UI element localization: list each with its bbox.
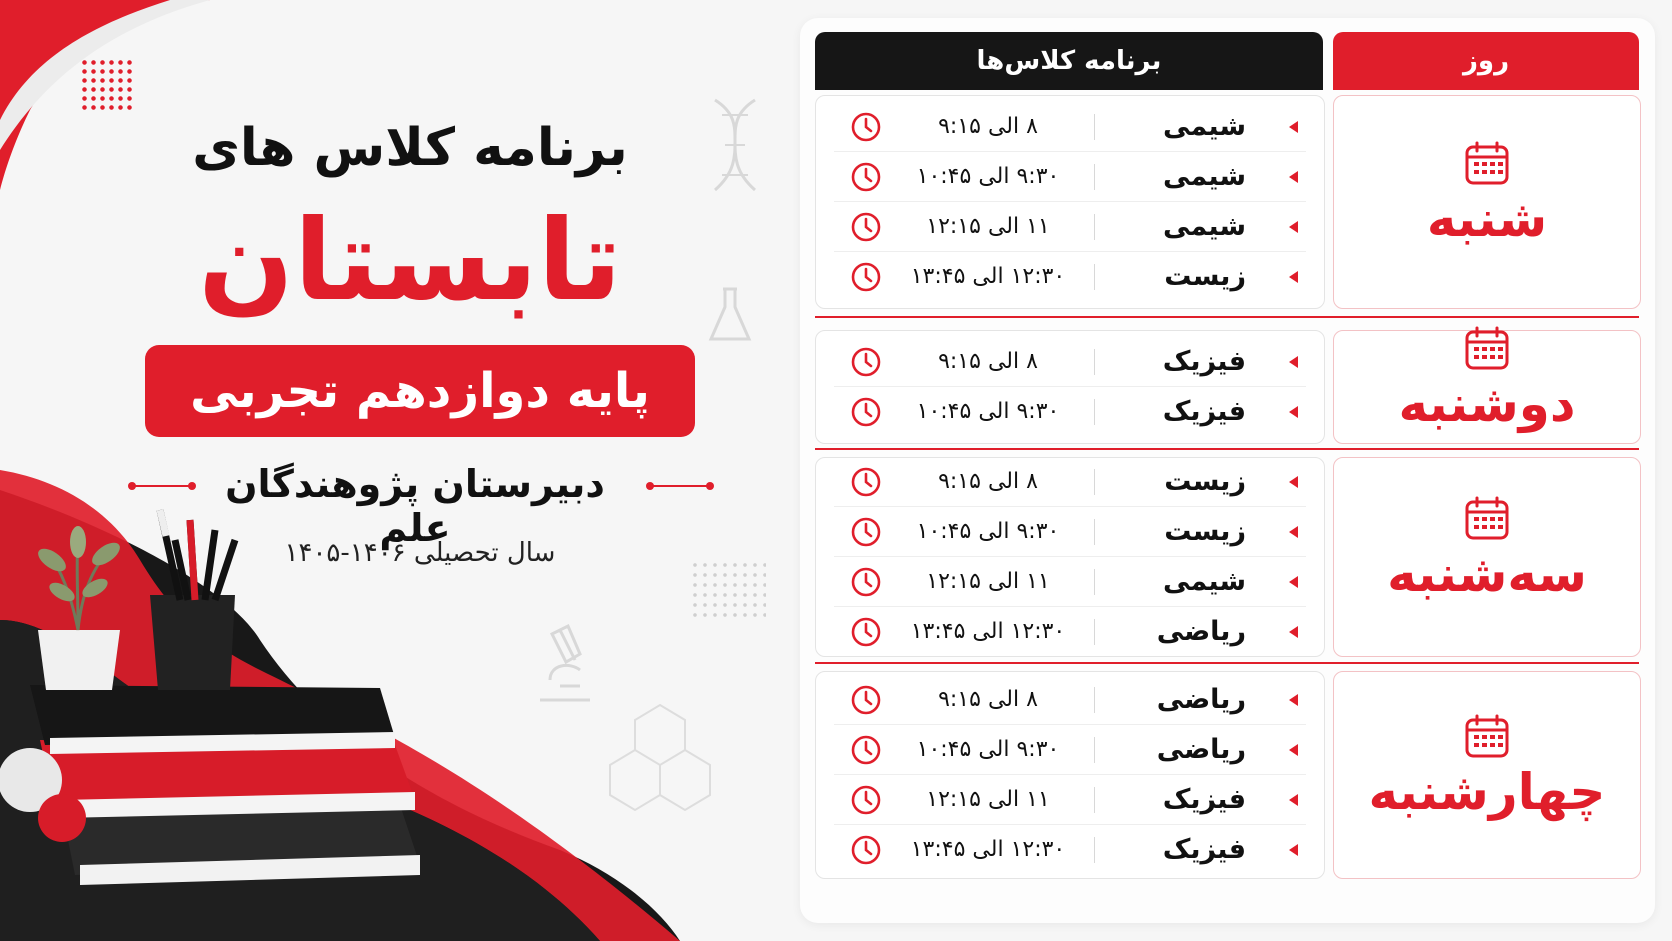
triangle-bullet-icon xyxy=(1289,221,1298,233)
pen-holder xyxy=(150,510,235,690)
lesson-row xyxy=(816,607,1324,657)
day-cell xyxy=(1333,671,1641,879)
day-separator xyxy=(815,662,1639,664)
clock-icon xyxy=(850,566,882,602)
lesson-row xyxy=(816,252,1324,302)
clock-icon xyxy=(850,261,882,297)
clock-icon xyxy=(850,784,882,820)
day-cell xyxy=(1333,95,1641,309)
lesson-subject: شیمی xyxy=(1163,211,1246,242)
lesson-row xyxy=(816,102,1324,152)
poster-title-line1: برنامه کلاس های xyxy=(192,118,628,178)
clock-icon xyxy=(850,734,882,770)
column-divider xyxy=(1094,737,1095,763)
lesson-time: ۹:۳۰ الی ۱۰:۴۵ xyxy=(916,399,1060,424)
column-divider xyxy=(1094,469,1095,495)
lesson-time: ۱۱ الی ۱۲:۱۵ xyxy=(926,569,1050,594)
triangle-bullet-icon xyxy=(1289,694,1298,706)
column-divider xyxy=(1094,399,1095,425)
lesson-row xyxy=(816,775,1324,825)
clock-icon xyxy=(850,211,882,247)
lesson-subject: زیست xyxy=(1164,516,1246,547)
column-divider xyxy=(1094,519,1095,545)
lesson-row xyxy=(816,202,1324,252)
day-name: سه‌شنبه xyxy=(1387,545,1587,603)
triangle-bullet-icon xyxy=(1289,356,1298,368)
column-divider xyxy=(1094,349,1095,375)
clock-icon xyxy=(850,616,882,652)
lesson-time: ۸ الی ۹:۱۵ xyxy=(938,114,1038,139)
triangle-bullet-icon xyxy=(1289,744,1298,756)
lesson-time: ۸ الی ۹:۱۵ xyxy=(938,349,1038,374)
triangle-bullet-icon xyxy=(1289,844,1298,856)
lesson-row xyxy=(816,725,1324,775)
lessons-cell xyxy=(815,330,1325,444)
day-separator xyxy=(815,448,1639,450)
clock-icon xyxy=(850,346,882,382)
lesson-time: ۱۱ الی ۱۲:۱۵ xyxy=(926,787,1050,812)
dna-icon xyxy=(700,95,770,195)
decor-dots-grey xyxy=(690,560,766,618)
triangle-bullet-icon xyxy=(1289,526,1298,538)
desk-illustration xyxy=(0,470,680,941)
triangle-bullet-icon xyxy=(1289,476,1298,488)
triangle-bullet-icon xyxy=(1289,626,1298,638)
clock-icon xyxy=(850,684,882,720)
poster-title-line2: تابستان xyxy=(198,196,622,326)
calendar-icon xyxy=(1464,713,1510,763)
lessons-cell xyxy=(815,671,1325,879)
lesson-time: ۱۲:۳۰ الی ۱۳:۴۵ xyxy=(910,619,1066,644)
lessons-cell xyxy=(815,457,1325,657)
clock-icon xyxy=(850,161,882,197)
lesson-subject: ریاضی xyxy=(1156,684,1246,715)
calendar-icon xyxy=(1464,140,1510,190)
day-separator xyxy=(815,316,1639,318)
clock-icon xyxy=(850,834,882,870)
day-cell xyxy=(1333,457,1641,657)
day-name: شنبه xyxy=(1426,190,1548,248)
lesson-subject: فیزیک xyxy=(1162,784,1246,815)
lesson-subject: فیزیک xyxy=(1162,834,1246,865)
lesson-subject: فیزیک xyxy=(1162,346,1246,377)
triangle-bullet-icon xyxy=(1289,406,1298,418)
decor-dots-red xyxy=(80,58,132,110)
column-divider xyxy=(1094,114,1095,140)
book-stack xyxy=(30,685,420,885)
lesson-subject: شیمی xyxy=(1163,111,1246,142)
lesson-time: ۱۱ الی ۱۲:۱۵ xyxy=(926,214,1050,239)
lesson-time: ۸ الی ۹:۱۵ xyxy=(938,687,1038,712)
triangle-bullet-icon xyxy=(1289,794,1298,806)
clock-icon xyxy=(850,111,882,147)
calendar-icon xyxy=(1464,495,1510,545)
lesson-row xyxy=(816,152,1324,202)
day-name: دوشنبه xyxy=(1398,375,1576,433)
clock-icon xyxy=(850,516,882,552)
poster-left xyxy=(0,0,800,941)
column-divider xyxy=(1094,787,1095,813)
header-day: روز xyxy=(1333,32,1639,90)
triangle-bullet-icon xyxy=(1289,271,1298,283)
lesson-row xyxy=(816,507,1324,557)
lesson-row xyxy=(816,675,1324,725)
clock-icon xyxy=(850,466,882,502)
lesson-subject: ریاضی xyxy=(1156,734,1246,765)
triangle-bullet-icon xyxy=(1289,171,1298,183)
day-name: چهارشنبه xyxy=(1368,763,1606,821)
flask-icon xyxy=(705,285,755,345)
lesson-subject: شیمی xyxy=(1163,161,1246,192)
lesson-time: ۹:۳۰ الی ۱۰:۴۵ xyxy=(916,737,1060,762)
lesson-time: ۱۲:۳۰ الی ۱۳:۴۵ xyxy=(910,264,1066,289)
column-divider xyxy=(1094,687,1095,713)
clock-icon xyxy=(850,396,882,432)
triangle-bullet-icon xyxy=(1289,121,1298,133)
lesson-time: ۹:۳۰ الی ۱۰:۴۵ xyxy=(916,519,1060,544)
column-divider xyxy=(1094,837,1095,863)
column-divider xyxy=(1094,569,1095,595)
grade-banner: پایه دوازدهم تجربی xyxy=(145,345,695,437)
lesson-time: ۱۲:۳۰ الی ۱۳:۴۵ xyxy=(910,837,1066,862)
lesson-row xyxy=(816,457,1324,507)
school-year: سال تحصیلی ۱۴۰۶-۱۴۰۵ xyxy=(284,538,556,568)
column-divider xyxy=(1094,164,1095,190)
lessons-cell xyxy=(815,95,1325,309)
lesson-subject: شیمی xyxy=(1163,566,1246,597)
column-divider xyxy=(1094,214,1095,240)
column-divider xyxy=(1094,264,1095,290)
lesson-row xyxy=(816,557,1324,607)
lesson-time: ۹:۳۰ الی ۱۰:۴۵ xyxy=(916,164,1060,189)
lesson-row xyxy=(816,825,1324,875)
column-divider xyxy=(1094,619,1095,645)
lesson-subject: زیست xyxy=(1164,466,1246,497)
lesson-row xyxy=(816,387,1324,437)
school-name: دبیرستان پژوهندگان علم xyxy=(225,462,605,550)
lesson-subject: فیزیک xyxy=(1162,396,1246,427)
triangle-bullet-icon xyxy=(1289,576,1298,588)
lesson-row xyxy=(816,337,1324,387)
lesson-time: ۸ الی ۹:۱۵ xyxy=(938,469,1038,494)
lesson-subject: ریاضی xyxy=(1156,616,1246,647)
day-cell xyxy=(1333,330,1641,444)
lesson-subject: زیست xyxy=(1164,261,1246,292)
header-program: برنامه کلاس‌ها xyxy=(815,32,1323,90)
calendar-icon xyxy=(1464,325,1510,375)
